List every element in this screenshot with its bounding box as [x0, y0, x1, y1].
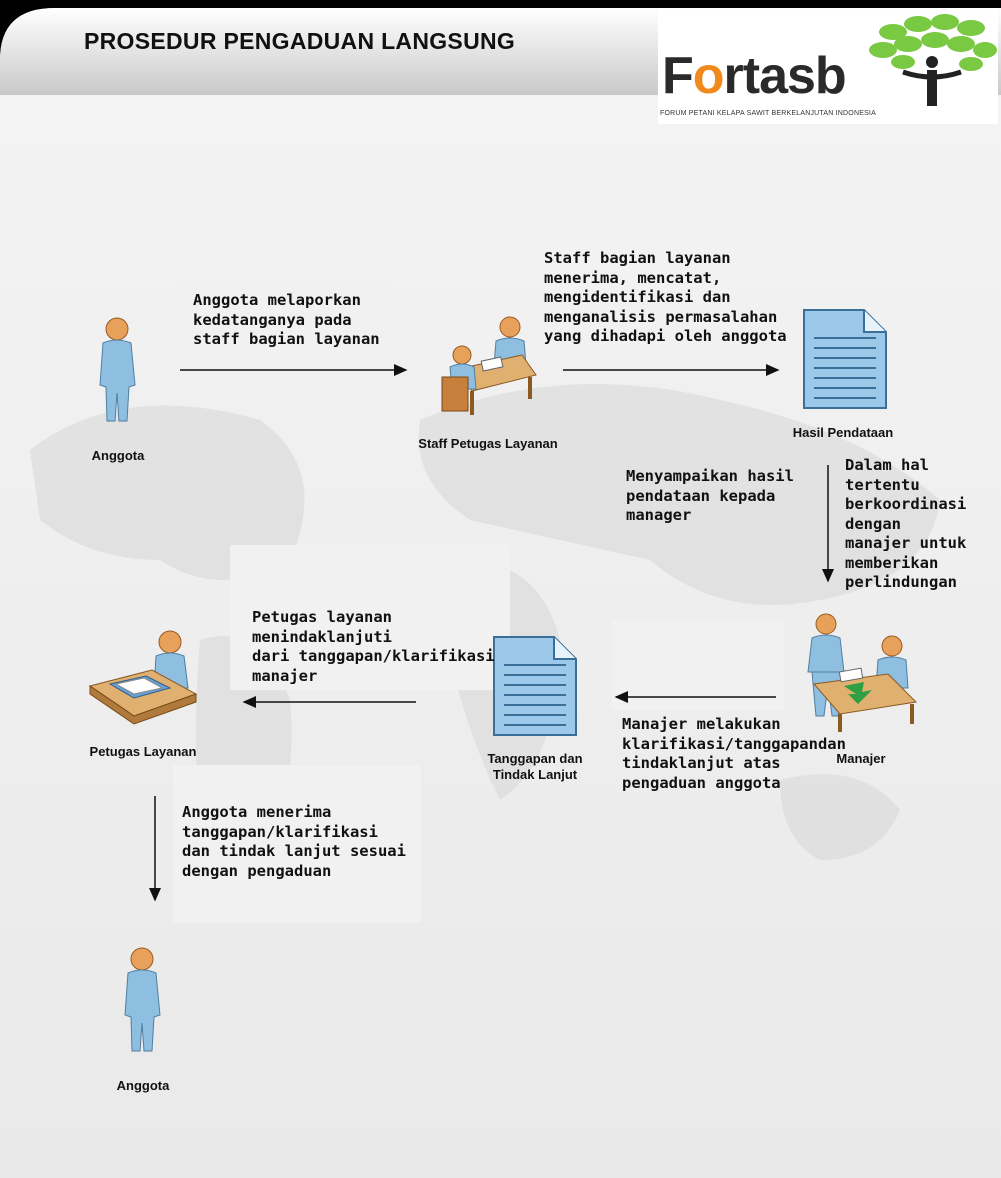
staff-desk-icon	[438, 315, 538, 423]
step-text-2: Staff bagian layanan menerima, mencatat, mengidentifikasi dan menganalisis permasalahan yang dihadapi oleh anggota	[544, 249, 787, 345]
step-text-7: Anggota menerima tanggapan/klarifikasi dan tindak lanjut sesuai dengan pengaduan	[182, 803, 406, 880]
step-text-4: Dalam hal tertentu berkoordinasi dengan manajer untuk memberikan perlindungan	[845, 456, 967, 591]
node-label-anggota-bottom: Anggota	[116, 1078, 170, 1093]
step-text-3: Menyampaikan hasil pendataan kepada manager	[626, 467, 794, 524]
step-text-6: Petugas layanan menindaklanjuti dari tanggapan/klarifikasi manajer	[252, 608, 495, 685]
logo-tagline: FORUM PETANI KELAPA SAWIT BERKELANJUTAN INDONESIA	[660, 110, 876, 117]
step-text-1: Anggota melaporkan kedatanganya pada staff bagian layanan	[193, 291, 380, 348]
document-icon-2	[490, 635, 580, 737]
node-label-anggota-top: Anggota	[91, 448, 145, 463]
node-label-petugas: Petugas Layanan	[89, 744, 197, 759]
node-label-hasil: Hasil Pendataan	[792, 425, 894, 440]
page-title: PROSEDUR PENGADUAN LANGSUNG	[84, 28, 516, 54]
anggota-person-icon	[95, 315, 141, 423]
step-text-5: Manajer melakukan klarifikasi/tanggapandan tindaklanjut atas pengaduan anggota	[622, 715, 846, 792]
node-label-staff: Staff Petugas Layanan	[418, 436, 558, 451]
petugas-desk-icon	[86, 628, 200, 728]
document-icon	[800, 308, 890, 410]
anggota-person-icon-2	[120, 945, 166, 1053]
logo-wordmark: Fortasb	[662, 47, 846, 105]
node-label-tanggapan: Tanggapan dan Tindak Lanjut	[487, 751, 583, 782]
node-label-manajer: Manajer	[836, 751, 886, 766]
